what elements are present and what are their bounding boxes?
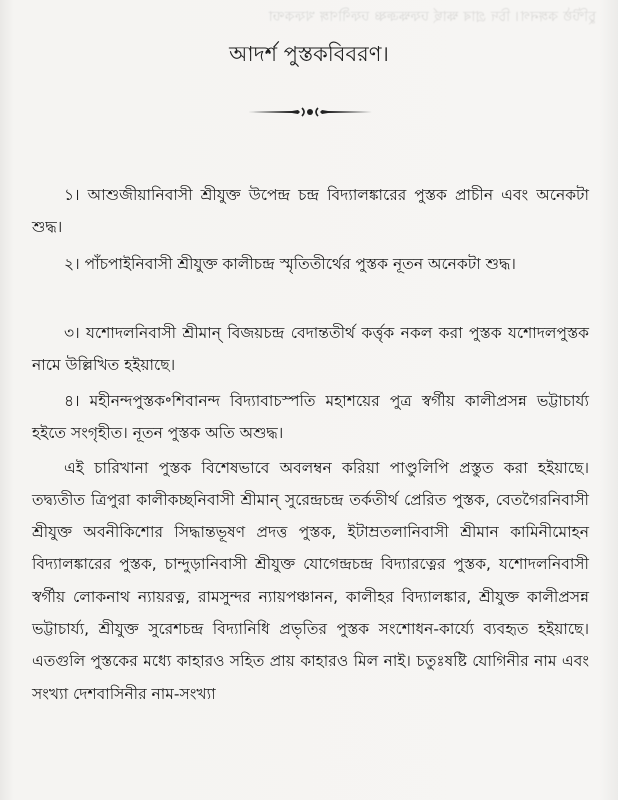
body-paragraph: এই চারিখানা পুস্তক বিশেষভাবে অবলম্বন করিয়া পাণ্ডুলিপি প্রস্তুত করা হইয়াছে। তদ্ব্যতীত ত্রিপুরা কালীকচ্ছনিবাসী শ্রীমান্ সুরেন্দ্রচন্দ্র তর্কতীর্থ প্রেরিত পুস্তক, বেতগৈরনিবাসী শ্রীযুক্ত অবনীকিশোর সিদ্ধান্তভূষণ প্রদত্ত পুস্তক, ইটাম্রতলানিবাসী শ্রীমান কামিনীমোহন বিদ্যালঙ্কারের পুস্তক, চান্দুড়ানিবাসী শ্রীযুক্ত যোগেন্দ্রচন্দ্র বিদ্যারত্নের পুস্তক, যশোদলনিবাসী স্বর্গীয় লোকনাথ ন্যায়রত্ন, রামসুন্দর ন্যায়পঞ্চানন, কালীহর বিদ্যালঙ্কার, শ্রীযুক্ত কালীপ্রসন্ন ভট্টাচার্য্য, শ্রীযুক্ত সুরেশচন্দ্র বিদ্যানিধি প্রভৃতির পুস্তক সংশোধন-কার্য্যে ব্যবহৃত হইয়াছে। এতগুলি পুস্তকের মধ্যে কাহারও সহিত প্রায় কাহারও মিল নাই। চতুঃষষ্টি যোগিনীর নাম এবং সংখ্যা দেশবাসিনীর নাম-সংখ্যা	[32, 458, 589, 703]
item-text: পাঁচপাইনিবাসী শ্রীযুক্ত কালীচন্দ্র স্মৃতিতীর্থের পুস্তক নূতন অনেকটা শুদ্ধ।	[84, 254, 516, 273]
item-text: যশোদলনিবাসী শ্রীমান্ বিজয়চন্দ্র বেদান্ততীর্থ কর্ত্তৃক নকল করা পুস্তক যশোদলপুস্তক নামে উল্লিখিত হইয়াছে।	[32, 323, 589, 374]
page-title: আদর্শ পুস্তকবিবরণ।	[229, 42, 389, 66]
ornament-divider-icon	[246, 105, 374, 119]
list-item	[32, 248, 589, 281]
list-item	[32, 385, 589, 450]
list-item	[32, 179, 589, 244]
item-number: ৪।	[64, 391, 80, 410]
item-number: ১।	[64, 185, 80, 204]
item-number: ৩।	[64, 323, 80, 342]
bleed-through-text: চুণ্টিষ্ঠ কঙ্গনগ। চিদ গ্ৰাৰ ক্ষাৰ্ছ ঢফক্ষক্ৰষ্ণ ঢফণীণঙ্গ খফকণ্ঢা	[268, 9, 596, 25]
item-text: আশুজীয়ানিবাসী শ্রীযুক্ত উপেন্দ্র চন্দ্র বিদ্যালঙ্কারের পুস্তক প্রাচীন এবং অনেকটা শুদ্ধ।	[32, 185, 589, 236]
item-number: ২।	[64, 254, 80, 273]
list-item	[32, 317, 589, 382]
item-text: মহীনন্দপুস্তক॰শিবানন্দ বিদ্যাবাচস্পতি মহাশয়ের পুত্র স্বর্গীয় কালীপ্রসন্ন ভট্টাচার্য্য হইতে সংগৃহীত। নূতন পুস্তক অতি অশুদ্ধ।	[32, 391, 589, 442]
